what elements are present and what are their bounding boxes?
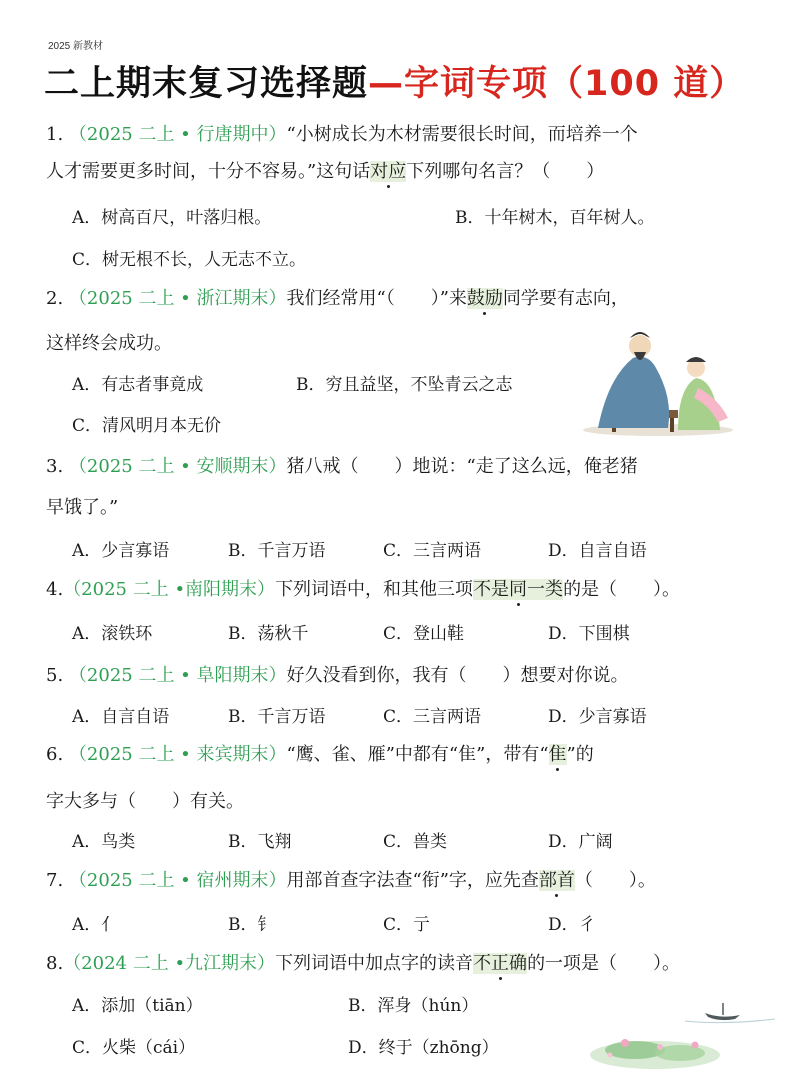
question-source: （2025 二上 • 浙江期末） [68,288,287,309]
question-text: “小树成长为木材需要很长时间，而培养一个 [286,124,638,145]
option-a[interactable]: A．自言自语 [72,707,170,727]
option-c[interactable]: C．三言两语 [383,707,482,727]
option-c[interactable]: C．树无根不长，人无志不立。 [72,250,307,270]
question-text: 我们经常用“（ ）”来 [286,288,467,309]
question-source: （2025 二上 • 行唐期中） [68,124,287,145]
option-a[interactable]: A．亻 [72,915,119,935]
question-3-line2 [46,496,118,520]
question-number: 8. [46,953,64,974]
option-b[interactable]: B．千言万语 [228,541,326,561]
question-text: 下列词语中，和其他三项 [275,579,474,600]
highlighted-keyword: 对应 [370,161,407,182]
highlighted-keyword: 不正确 [473,953,528,974]
question-number: 2. [46,288,64,309]
option-b[interactable]: B．千言万语 [228,707,326,727]
question-number: 5. [46,665,64,686]
question-source: （2025 二上 •南阳期末） [63,579,276,600]
question-number: 3. [46,456,64,477]
question-7 [46,869,656,893]
question-text: 的一项是（ ）。 [527,953,681,974]
question-text: 同学要有志向， [502,288,629,309]
question-text: （ ）。 [574,870,656,891]
option-d[interactable]: D．彳 [548,915,596,935]
question-8 [46,952,680,976]
option-d[interactable]: D．下围棋 [548,624,630,644]
question-text: 好久没看到你，我有（ ）想要对你说。 [286,665,629,686]
highlighted-keyword: 隹 [548,744,567,765]
question-source: （2025 二上 • 阜阳期末） [68,665,287,686]
highlighted-keyword: 不是同一类 [473,579,564,600]
option-c[interactable]: C．三言两语 [383,541,482,561]
question-number: 4. [46,579,64,600]
option-b[interactable]: B．十年树木，百年树人。 [455,208,655,228]
option-a[interactable]: A．滚铁环 [72,624,153,644]
question-1 [46,123,638,147]
option-b[interactable]: B．穷且益坚，不坠青云之志 [296,375,513,395]
question-6 [46,743,594,767]
option-b[interactable]: B．浑身（hún） [348,996,479,1016]
question-source: （2025 二上 • 安顺期末） [68,456,287,477]
question-number: 1. [46,124,64,145]
option-a[interactable]: A．鸟类 [72,832,136,852]
lotus-pond-boat-illustration [585,995,785,1070]
question-source: （2024 二上 •九江期末） [63,953,276,974]
question-number: 7. [46,870,64,891]
option-b[interactable]: B．飞翔 [228,832,292,852]
option-a[interactable]: A．有志者事竟成 [72,375,204,395]
scholar-teacher-illustration [578,318,738,438]
question-1-line2 [46,160,604,184]
highlighted-keyword: 部首 [538,870,575,891]
title-main: 二上期末复习选择题 [44,64,369,104]
option-d[interactable]: D．广阔 [548,832,613,852]
question-text: 下列词语中加点字的读音 [275,953,474,974]
edition-label: 2025 新教材 [48,41,104,52]
question-5 [46,664,629,688]
question-2 [46,287,629,311]
question-text: 下列哪句名言？（ ） [406,161,605,182]
option-a[interactable]: A．添加（tiān） [72,996,203,1016]
option-a[interactable]: A．少言寡语 [72,541,170,561]
question-number: 6. [46,744,64,765]
question-text: 这样终会成功。 [46,333,172,354]
option-c[interactable]: C．兽类 [383,832,448,852]
option-c[interactable]: C．清风明月本无价 [72,416,222,436]
question-2-line2 [46,332,172,356]
question-text: ”的 [566,744,594,765]
question-6-line2 [46,790,244,814]
option-c[interactable]: C．火柴（cái） [72,1038,196,1058]
option-d[interactable]: D．自言自语 [548,541,647,561]
question-text: 字大多与（ ）有关。 [46,791,244,812]
question-source: （2025 二上 • 宿州期末） [68,870,287,891]
option-c[interactable]: C．亍 [383,915,431,935]
option-c[interactable]: C．登山鞋 [383,624,465,644]
question-4 [46,578,680,602]
question-text: “鹰、雀、雁”中都有“隹”，带有“ [286,744,549,765]
option-b[interactable]: B．荡秋千 [228,624,309,644]
question-text: 的是（ ）。 [563,579,681,600]
option-a[interactable]: A．树高百尺，叶落归根。 [72,208,272,228]
option-d[interactable]: D．终于（zhōng） [348,1038,499,1058]
title-sub: —字词专项（100 道） [368,64,746,104]
question-text: 用部首查字法查“衔”字，应先查 [286,870,539,891]
page-title [44,56,745,106]
question-text: 早饿了。” [46,497,119,518]
option-d[interactable]: D．少言寡语 [548,707,647,727]
question-3 [46,455,638,479]
question-text: 人才需要更多时间，十分不容易。”这句话 [46,161,371,182]
question-text: 猪八戒（ ）地说：“走了这么远，俺老猪 [286,456,638,477]
highlighted-keyword: 鼓励 [466,288,503,309]
option-b[interactable]: B．钅 [228,915,275,935]
question-source: （2025 二上 • 来宾期末） [68,744,287,765]
